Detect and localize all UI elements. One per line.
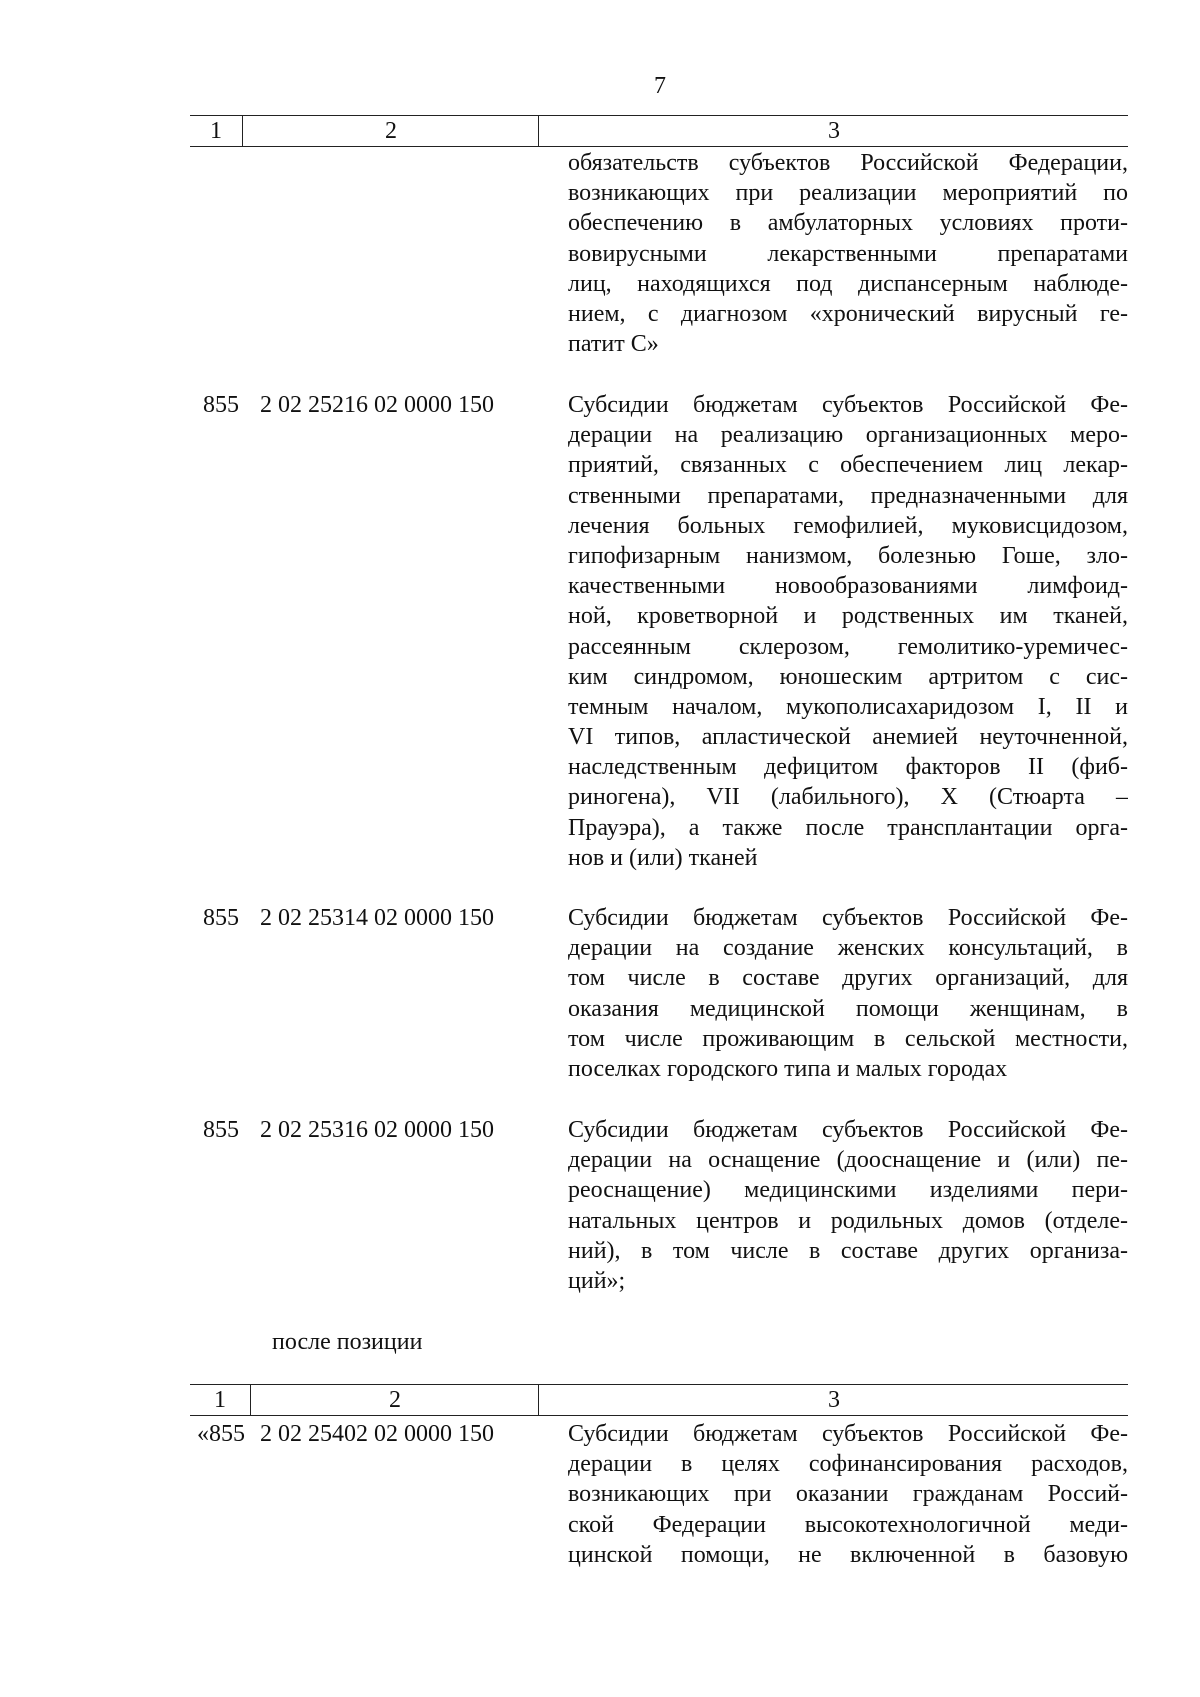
text-line: гипофизарным нанизмом, болезнью Гоше, зло-	[568, 542, 1128, 569]
text-line: ственными препаратами, предназначенными для	[568, 482, 1128, 509]
text-line: дерации на создание женских консультаций, в	[568, 935, 1128, 962]
text-line: Субсидии бюджетам субъектов Российской Фе-	[568, 1117, 1128, 1143]
text-line: Субсидии бюджетам субъектов Российской Фе-	[568, 905, 1128, 931]
text-line: рассеянным склерозом, гемолитико-уремичес-	[568, 633, 1128, 660]
text-line: цинской помощи, не включенной в базовую	[568, 1541, 1128, 1568]
text-line: ким синдромом, юношеским артритом с сис-	[568, 663, 1128, 690]
text-line: дерации в целях софинансирования расходов,	[568, 1451, 1128, 1478]
text-line: дерации на оснащение (дооснащение и (или) пе-	[568, 1147, 1128, 1174]
text-line: ций»;	[568, 1267, 626, 1294]
intro-text: после позиции	[272, 1329, 423, 1355]
text-line: ной, кроветворной и родственных им тканей,	[568, 603, 1128, 630]
row-budget-code: 2 02 25314 02 0000 150	[260, 905, 494, 931]
row-description	[568, 1419, 1128, 1570]
header-col-1: 1	[210, 118, 222, 144]
row-admin-code: 855	[203, 1117, 239, 1143]
header-col-2: 2	[250, 1385, 539, 1415]
text-line: том числе проживающим в сельской местности,	[568, 1025, 1128, 1052]
text-line: лиц, находящихся под диспансерным наблюде-	[568, 270, 1128, 297]
text-line: Прауэра), а также после трансплантации орга-	[568, 814, 1128, 841]
row-budget-code: 2 02 25402 02 0000 150	[260, 1421, 494, 1447]
text-line: наследственным дефицитом факторов II (фиб-	[568, 754, 1128, 781]
row-description	[568, 903, 1128, 1084]
text-line: патит С»	[568, 331, 659, 358]
text-line: качественными новообразованиями лимфоид-	[568, 573, 1128, 600]
text-line: темным началом, мукополисахаридозом I, II и	[568, 693, 1128, 720]
text-line: дерации на реализацию организационных меро-	[568, 422, 1128, 449]
row-admin-code: 855	[203, 392, 239, 418]
text-line: реоснащение) медицинскими изделиями пери-	[568, 1177, 1128, 1204]
row-admin-code: 855	[203, 905, 239, 931]
page-number: 7	[654, 73, 666, 99]
text-line: оказания медицинской помощи женщинам, в	[568, 995, 1128, 1022]
text-line: обязательств субъектов Российской Федерации,	[568, 150, 1128, 176]
table-header	[190, 115, 1128, 147]
header-col-2: 2	[242, 116, 539, 146]
row-description	[568, 148, 1128, 359]
row-budget-code: 2 02 25216 02 0000 150	[260, 392, 494, 418]
text-line: вовирусными лекарственными препаратами	[568, 240, 1128, 267]
text-line: обеспечению в амбулаторных условиях проти-	[568, 210, 1128, 237]
row-admin-code: «855	[197, 1421, 245, 1447]
text-line: нием, с диагнозом «хронический вирусный ге-	[568, 300, 1128, 327]
text-line: Субсидии бюджетам субъектов Российской Фе-	[568, 1421, 1128, 1447]
text-line: нов и (или) тканей	[568, 844, 758, 871]
table-header	[190, 1384, 1128, 1416]
text-line: ний), в том числе в составе других организа-	[568, 1237, 1128, 1264]
header-col-3: 3	[538, 1385, 1129, 1415]
row-description	[568, 390, 1128, 873]
header-col-3: 3	[538, 116, 1129, 146]
header-col-1: 1	[214, 1387, 226, 1413]
text-line: приятий, связанных с обеспечением лиц лекар-	[568, 452, 1128, 479]
text-line: натальных центров и родильных домов (отделе-	[568, 1207, 1128, 1234]
text-line: риногена), VII (лабильного), X (Стюарта –	[568, 784, 1128, 811]
text-line: VI типов, апластической анемией неуточненной,	[568, 724, 1128, 751]
text-line: возникающих при оказании гражданам Россий-	[568, 1481, 1128, 1508]
text-line: Субсидии бюджетам субъектов Российской Фе-	[568, 392, 1128, 418]
text-line: лечения больных гемофилией, муковисцидозом,	[568, 512, 1128, 539]
text-line: ской Федерации высокотехнологичной меди-	[568, 1511, 1128, 1538]
text-line: возникающих при реализации мероприятий по	[568, 180, 1128, 207]
text-line: поселках городского типа и малых городах	[568, 1055, 1008, 1082]
row-description	[568, 1115, 1128, 1296]
row-budget-code: 2 02 25316 02 0000 150	[260, 1117, 494, 1143]
text-line: том числе в составе других организаций, для	[568, 965, 1128, 992]
